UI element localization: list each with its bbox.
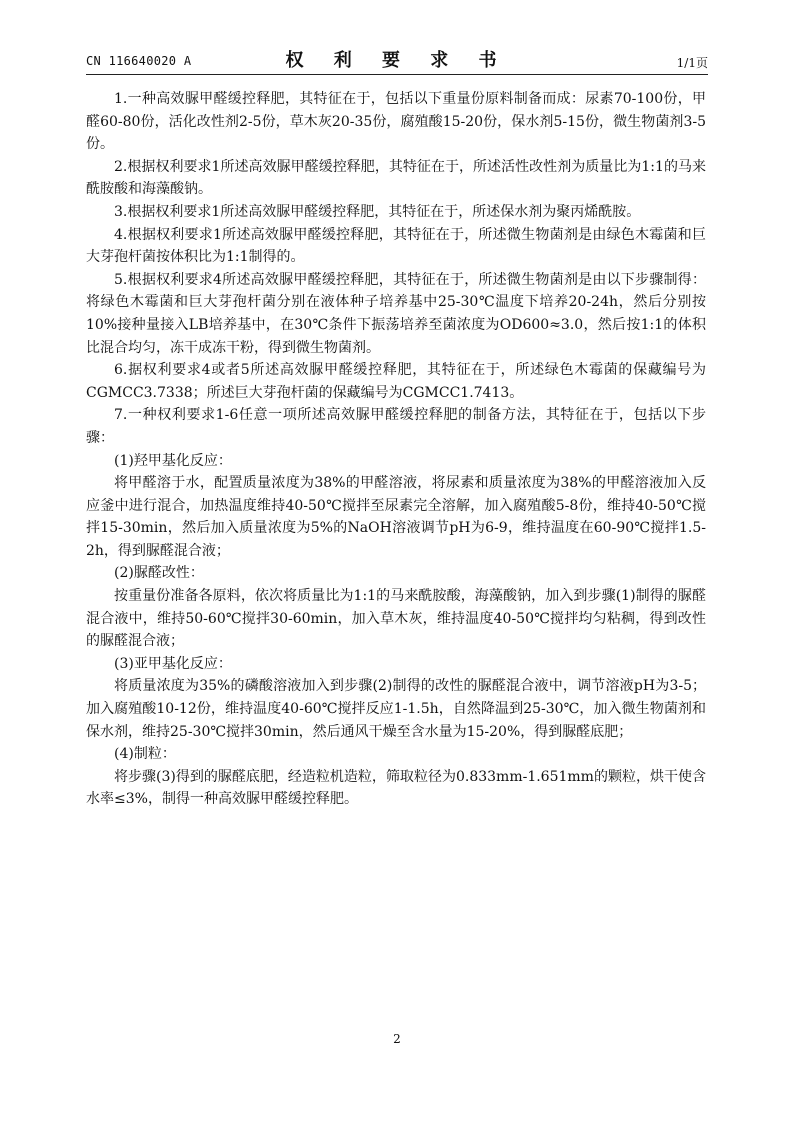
- claim-5: 5.根据权利要求4所述高效脲甲醛缓控释肥，其特征在于，所述微生物菌剂是由以下步骤制得：将绿色木霉菌和巨大芽孢杆菌分别在液体种子培养基中25-30℃温度下培养20-24h，然后分别按10%接种量接入LB培养基中，在30℃条件下振荡培养至菌浓度为OD600≈3.0，然后按1:1的体积比混合均匀，冻干成冻干粉，得到微生物菌剂。: [86, 271, 706, 356]
- claim-1: 1.一种高效脲甲醛缓控释肥，其特征在于，包括以下重量份原料制备而成：尿素70-100份，甲醛60-80份，活化改性剂2-5份，草木灰20-35份，腐殖酸15-20份，保水剂5-15份，微生物菌剂3-5份。: [86, 91, 706, 153]
- step-2-text: 按重量份准备各原料，依次将质量比为1:1的马来酰胺酸，海藻酸钠，加入到步骤(1)制得的脲醛混合液中，维持50-60℃搅拌30-60min，加入草木灰，维持温度40-50℃搅拌均匀粘稠，得到改性的脲醛混合液；: [86, 588, 706, 650]
- step-4-text: 将步骤(3)得到的脲醛底肥，经造粒机造粒，筛取粒径为0.833mm-1.651mm的颗粒，烘干使含水率≤3%，制得一种高效脲甲醛缓控释肥。: [86, 768, 706, 808]
- claim-2: 2.根据权利要求1所述高效脲甲醛缓控释肥，其特征在于，所述活性改性剂为质量比为1:1的马来酰胺酸和海藻酸钠。: [86, 158, 706, 198]
- claim-3: 3.根据权利要求1所述高效脲甲醛缓控释肥，其特征在于，所述保水剂为聚丙烯酰胺。: [114, 203, 641, 220]
- step-2-heading: (2)脲醛改性：: [114, 565, 204, 582]
- page-number: 2: [393, 1032, 401, 1046]
- publication-number: CN 116640020 A: [86, 54, 192, 68]
- claim-4: 4.根据权利要求1所述高效脲甲醛缓控释肥，其特征在于，所述微生物菌剂是由绿色木霉菌和巨大芽孢杆菌按体积比为1:1制得的。: [86, 226, 706, 266]
- header-divider: [86, 74, 708, 75]
- step-3-heading: (3)亚甲基化反应：: [114, 655, 232, 672]
- step-1-text: 将甲醛溶于水，配置质量浓度为38%的甲醛溶液，将尿素和质量浓度为38%的甲醛溶液加入反应釜中进行混合，加热温度维持40-50℃搅拌至尿素完全溶解，加入腐殖酸5-8份，维持40-50℃搅拌15-30min，然后加入质量浓度为5%的NaOH溶液调节pH为6-9，维持温度在60-90℃搅拌1.5-2h，得到脲醛混合液；: [86, 475, 706, 559]
- step-4-heading: (4)制粒：: [114, 746, 176, 763]
- step-3-text: 将质量浓度为35%的磷酸溶液加入到步骤(2)制得的改性的脲醛混合液中，调节溶液pH为3-5；加入腐殖酸10-12份，维持温度40-60℃搅拌反应1-1.5h，自然降温到25-30℃，加入微生物菌剂和保水剂，维持25-30℃搅拌30min，然后通风干燥至含水量为15-20%，得到脲醛底肥；: [86, 678, 706, 740]
- page-header: [86, 46, 708, 72]
- claim-6: 6.据权利要求4或者5所述高效脲甲醛缓控释肥，其特征在于，所述绿色木霉菌的保藏编号为CGMCC3.7338；所述巨大芽孢杆菌的保藏编号为CGMCC1.7413。: [86, 362, 706, 401]
- claims-body: [86, 88, 706, 811]
- document-title: 权 利 要 求 书: [285, 50, 509, 71]
- step-1-heading: (1)羟甲基化反应：: [114, 452, 232, 469]
- page-count: 1/1页: [676, 56, 708, 70]
- claim-7: 7.一种权利要求1-6任意一项所述高效脲甲醛缓控释肥的制备方法，其特征在于，包括以下步骤：: [86, 407, 706, 446]
